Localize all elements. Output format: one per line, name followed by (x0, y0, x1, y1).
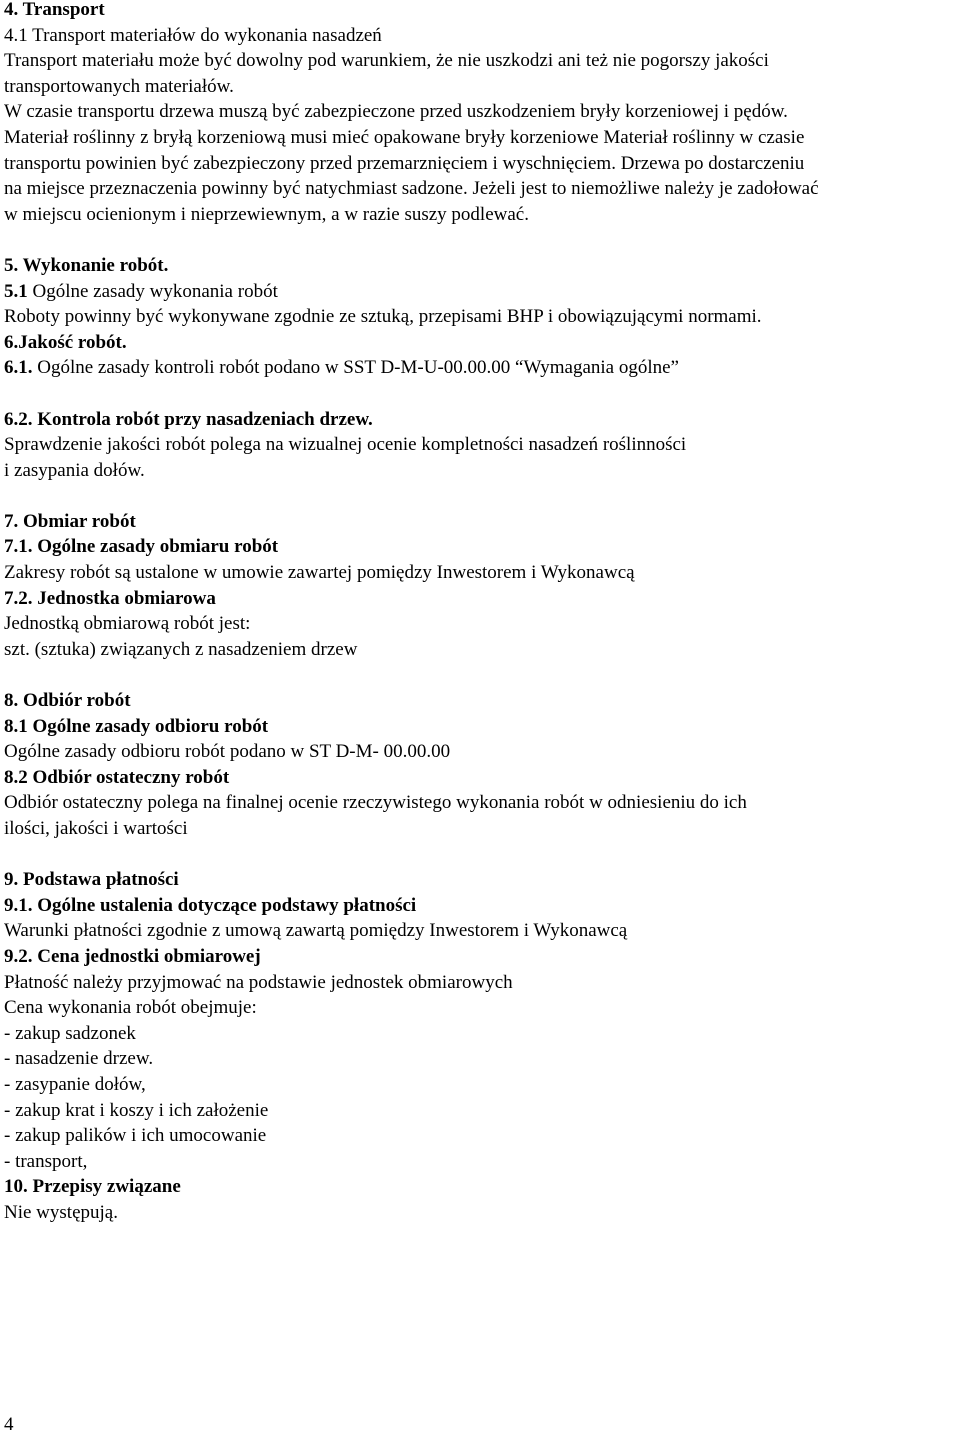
section-7-paragraph-line: Jednostką obmiarową robót jest: (4, 613, 251, 635)
section-10-heading: 10. Przepisy związane (4, 1176, 181, 1198)
section-6-paragraph-line: i zasypania dołów. (4, 459, 145, 481)
section-4-paragraph-line: w miejscu ocienionym i nieprzewiewnym, a w razie suszy podlewać. (4, 203, 529, 225)
blank-line (4, 381, 954, 407)
section-4-paragraph-line: Materiał roślinny z bryłą korzeniową musi mieć opakowane bryły korzeniowe Materiał roślinny w czasie (4, 126, 805, 148)
section-9-1-subheading: 9.1. Ogólne ustalenia dotyczące podstawy płatności (4, 894, 417, 916)
list-item: - zakup krat i koszy i ich założenie (4, 1099, 269, 1121)
section-5-1-number: 5.1 (4, 280, 28, 302)
blank-line (4, 662, 954, 688)
section-7-heading: 7. Obmiar robót (4, 510, 136, 532)
section-4-paragraph-line: transportu powinien być zabezpieczony przed przemarznięciem i wyschnięciem. Drzewa po dostarczeniu (4, 152, 805, 174)
list-item: - zasypanie dołów, (4, 1073, 146, 1095)
section-8-paragraph-line: ilości, jakości i wartości (4, 818, 188, 839)
section-9-paragraph-line: Cena wykonania robót obejmuje: (4, 997, 257, 1019)
section-8-heading: 8. Odbiór robót (4, 690, 131, 712)
section-5-1-subheading (4, 279, 954, 305)
section-7-1-subheading: 7.1. Ogólne zasady obmiaru robót (4, 536, 279, 558)
list-item: - zakup sadzonek (4, 1022, 136, 1044)
section-8-paragraph-line: Odbiór ostateczny polega na finalnej ocenie rzeczywistego wykonania robót w odniesieniu do ich (4, 792, 747, 814)
section-8-1-subheading: 8.1 Ogólne zasady odbioru robót (4, 715, 269, 737)
section-5-heading: 5. Wykonanie robót. (4, 254, 169, 276)
section-4-paragraph-line: Transport materiału może być dowolny pod warunkiem, że nie uszkodzi ani też nie pogorszy jakości (4, 50, 769, 72)
section-9-paragraph-line: Warunki płatności zgodnie z umową zawartą pomiędzy Inwestorem i Wykonawcą (4, 920, 628, 942)
blank-line (4, 227, 954, 253)
section-6-paragraph-line: Sprawdzenie jakości robót polega na wizualnej ocenie kompletności nasadzeń roślinności (4, 434, 687, 456)
section-8-2-subheading: 8.2 Odbiór ostateczny robót (4, 766, 230, 788)
list-item: - nasadzenie drzew. (4, 1048, 154, 1070)
section-6-1-number: 6.1. (4, 357, 33, 379)
section-4-1-subheading: 4.1 Transport materiałów do wykonania nasadzeń (4, 24, 382, 46)
section-4-paragraph-line: transportowanych materiałów. (4, 75, 234, 97)
page-number: 4 (4, 1414, 14, 1435)
section-6-1-subheading (4, 355, 954, 381)
section-4-heading: 4. Transport (4, 0, 105, 20)
section-4-paragraph-line: W czasie transportu drzewa muszą być zabezpieczone przed uszkodzeniem bryły korzeniowej i pędów. (4, 101, 788, 123)
list-item: - zakup palików i ich umocowanie (4, 1125, 267, 1147)
section-6-1-title: Ogólne zasady kontroli robót podano w SST D-M-U-00.00.00 “Wymagania ogólne” (32, 357, 679, 379)
section-9-2-subheading: 9.2. Cena jednostki obmiarowej (4, 945, 261, 967)
section-4-paragraph-line: na miejsce przeznaczenia powinny być natychmiast sadzone. Jeżeli jest to niemożliwe należy je zadołować (4, 178, 819, 200)
section-7-paragraph-line: szt. (sztuka) związanych z nasadzeniem drzew (4, 638, 358, 660)
list-item: - transport, (4, 1150, 88, 1172)
section-6-heading: 6.Jakość robót. (4, 331, 127, 353)
section-5-paragraph-line: Roboty powinny być wykonywane zgodnie ze sztuką, przepisami BHP i obowiązującymi normami. (4, 306, 762, 328)
section-7-2-subheading: 7.2. Jednostka obmiarowa (4, 587, 216, 609)
section-5-1-title: Ogólne zasady wykonania robót (27, 280, 278, 302)
section-7-paragraph-line: Zakresy robót są ustalone w umowie zawartej pomiędzy Inwestorem i Wykonawcą (4, 562, 635, 584)
section-10-paragraph-line: Nie występują. (4, 1201, 118, 1223)
blank-line (4, 842, 954, 868)
section-9-paragraph-line: Płatność należy przyjmować na podstawie jednostek obmiarowych (4, 971, 513, 993)
section-8-paragraph-line: Ogólne zasady odbioru robót podano w ST D-M- 00.00.00 (4, 741, 451, 763)
document-body (4, 0, 954, 1226)
blank-line (4, 483, 954, 509)
section-6-2-subheading: 6.2. Kontrola robót przy nasadzeniach drzew. (4, 408, 373, 430)
section-9-heading: 9. Podstawa płatności (4, 869, 179, 891)
